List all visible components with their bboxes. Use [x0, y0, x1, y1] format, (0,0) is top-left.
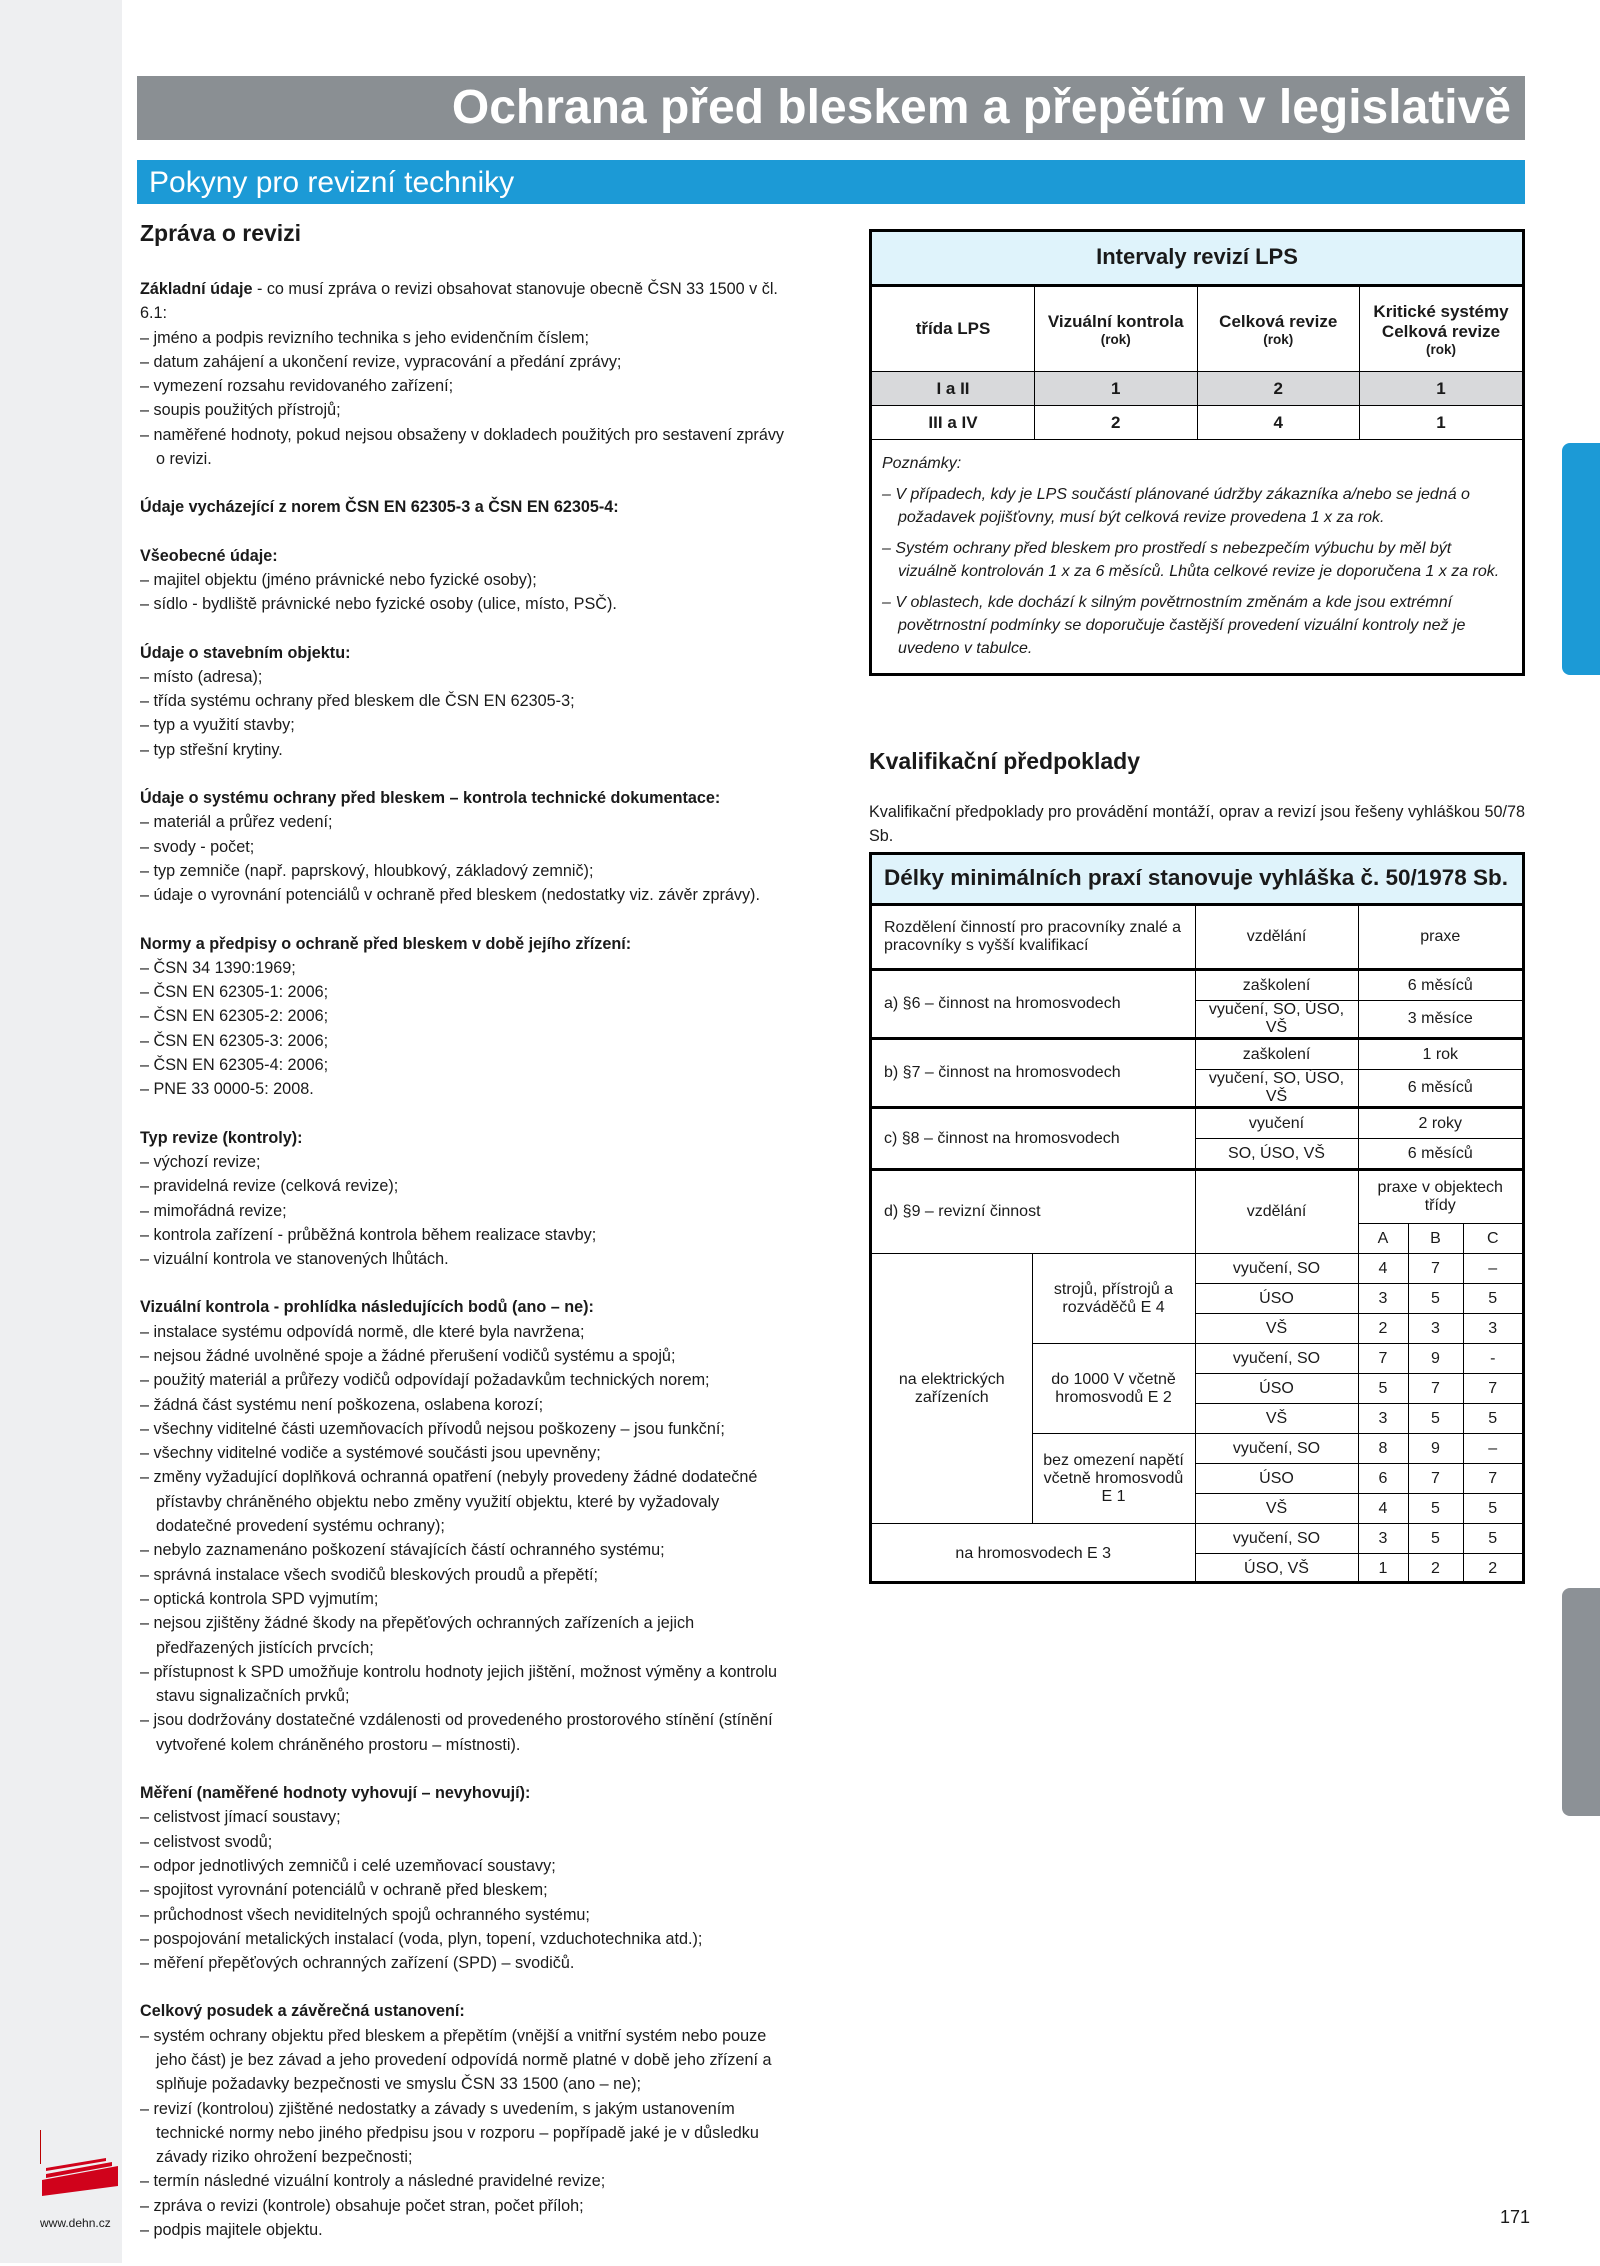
- table-row: [872, 970, 1522, 1001]
- table-cell: 4: [1197, 406, 1360, 440]
- table-cell: ÚSO: [1195, 1374, 1358, 1404]
- list-item: – soupis použitých přístrojů;: [140, 401, 341, 420]
- list-item: – nejsou žádné uvolněné spoje a žádné přerušení vodičů systému a spojů;: [140, 1346, 676, 1365]
- table-row: [872, 1108, 1522, 1139]
- table-cell: 4: [1358, 1494, 1408, 1524]
- table-cell: 1 rok: [1358, 1039, 1522, 1070]
- practice-header: praxe: [1358, 906, 1522, 970]
- list-item: – majitel objektu (jméno právnické nebo fyzické osoby);: [140, 570, 537, 589]
- table-cell: vyučení, SO: [1195, 1524, 1358, 1554]
- dehn-logo: [40, 2130, 120, 2210]
- report-section: [140, 1126, 795, 1272]
- section-heading: Typ revize (kontroly):: [140, 1128, 303, 1147]
- header-cell: Vizuální kontrola (rok): [1035, 287, 1198, 372]
- section-heading: Základní údaje - co musí zpráva o revizi obsahovat stanovuje obecně ČSN 33 1500 v čl. 6.1:: [140, 280, 778, 323]
- table-cell: 1: [1360, 372, 1523, 406]
- page-title: Ochrana před bleskem a přepětím v legislativě: [451, 81, 1511, 134]
- practice-title: Délky minimálních praxí stanovuje vyhláška č. 50/1978 Sb.: [872, 855, 1522, 906]
- table-cell: 7: [1463, 1374, 1522, 1404]
- report-heading: Zpráva o revizi: [140, 220, 302, 246]
- table-cell: 3: [1358, 1404, 1408, 1434]
- list-item: – PNE 33 0000-5: 2008.: [140, 1080, 314, 1099]
- table-cell: ÚSO, VŠ: [1195, 1554, 1358, 1584]
- list-item: – podpis majitele objektu.: [140, 2221, 323, 2240]
- table-cell: ÚSO: [1195, 1464, 1358, 1494]
- list-item: – použitý materiál a průřezy vodičů odpovídají požadavkům technických norem;: [140, 1371, 710, 1390]
- table-cell: VŠ: [1195, 1314, 1358, 1344]
- intervals-notes: [872, 440, 1522, 660]
- edu-header: vzdělání: [1195, 1170, 1358, 1254]
- list-item: – celistvost svodů;: [140, 1832, 273, 1851]
- table-cell: 2: [1408, 1554, 1463, 1584]
- list-item: – odpor jednotlivých zemničů i celé uzemňovací soustavy;: [140, 1856, 556, 1875]
- list-item: – pravidelná revize (celková revize);: [140, 1177, 399, 1196]
- intervals-table: [872, 287, 1522, 440]
- list-item: – datum zahájení a ukončení revize, vypracování a předání zprávy;: [140, 352, 622, 371]
- table-cell: SO, ÚSO, VŠ: [1195, 1139, 1358, 1170]
- table-cell: 3: [1358, 1524, 1408, 1554]
- table-row: [872, 1254, 1522, 1284]
- class-header: A: [1358, 1224, 1408, 1254]
- table-cell: ÚSO: [1195, 1284, 1358, 1314]
- list-item: – instalace systému odpovídá normě, dle které byla navržena;: [140, 1322, 585, 1341]
- list-item: – průchodnost všech neviditelných spojů ochranného systému;: [140, 1905, 590, 1924]
- section-heading: Normy a předpisy o ochraně před bleskem v době jejího zřízení:: [140, 934, 632, 953]
- list-item: – přístupnost k SPD umožňuje kontrolu hodnoty jejich jištění, možnost výměny a kontrolu stavu signalizačních prvků;: [140, 1662, 778, 1706]
- table-cell: 5: [1463, 1284, 1522, 1314]
- class-header: B: [1408, 1224, 1463, 1254]
- activity-label: c) §8 – činnost na hromosvodech: [872, 1108, 1195, 1170]
- table-cell: VŠ: [1195, 1494, 1358, 1524]
- table-cell: 1: [1035, 372, 1198, 406]
- table-cell: vyučení, SO: [1195, 1254, 1358, 1284]
- list-item: – třída systému ochrany před bleskem dle ČSN EN 62305-3;: [140, 692, 575, 711]
- table-cell: 6 měsíců: [1358, 1070, 1522, 1108]
- list-item: – spojitost vyrovnání potenciálů v ochraně před bleskem;: [140, 1881, 548, 1900]
- list-item: – typ a využití stavby;: [140, 716, 295, 735]
- lightning-label: na hromosvodech E 3: [872, 1524, 1195, 1584]
- report-section: [140, 1781, 795, 1975]
- report-section: [140, 544, 795, 617]
- table-cell: 2: [1463, 1554, 1522, 1584]
- table-cell: 5: [1408, 1494, 1463, 1524]
- note-item: – Systém ochrany před bleskem pro prostředí s nebezpečím výbuchu by měl být vizuálně kontrolován 1 x za 6 měsíců. Lhůta celkové revize je doporučena 1 x za rok.: [882, 540, 1500, 580]
- table-cell: 5: [1463, 1524, 1522, 1554]
- table-cell: 3: [1463, 1314, 1522, 1344]
- intervals-box: [869, 229, 1525, 676]
- table-cell: 9: [1408, 1434, 1463, 1464]
- list-item: – ČSN 34 1390:1969;: [140, 958, 296, 977]
- note-item: – V oblastech, kde dochází k silným povětrnostním změnám a kde jsou extrémní povětrnostní podmínky se doporučuje častější provedení vizuální kontroly než je uvedeno v tabulce.: [882, 594, 1466, 657]
- footer-website: www.dehn.cz: [40, 2216, 111, 2230]
- list-item: – ČSN EN 62305-2: 2006;: [140, 1007, 329, 1026]
- list-item: – typ zemniče (např. paprskový, hloubkový, základový zemnič);: [140, 861, 594, 880]
- table-cell: 2: [1197, 372, 1360, 406]
- activity-label: b) §7 – činnost na hromosvodech: [872, 1039, 1195, 1108]
- list-item: – údaje o vyrovnání potenciálů v ochraně před bleskem (nedostatky viz. závěr zprávy).: [140, 886, 760, 905]
- intervals-header-row: [872, 287, 1522, 372]
- title-bar: [137, 76, 1525, 140]
- report-section: [140, 932, 795, 1102]
- table-row: [872, 1170, 1522, 1224]
- table-cell: –: [1463, 1434, 1522, 1464]
- table-cell: 3: [1408, 1314, 1463, 1344]
- table-cell: 7: [1358, 1344, 1408, 1374]
- table-cell: -: [1463, 1344, 1522, 1374]
- table-cell: 1: [1360, 406, 1523, 440]
- list-item: – měření přepěťových ochranných zařízení (SPD) – svodičů.: [140, 1954, 575, 1973]
- page-number: 171: [1500, 2207, 1531, 2227]
- table-cell: 8: [1358, 1434, 1408, 1464]
- practice-class-header: praxe v objektech třídy: [1358, 1170, 1522, 1224]
- header-cell: Celková revize (rok): [1197, 287, 1360, 372]
- chapter-tab-grey: [1562, 1588, 1600, 1816]
- section-heading: Vizuální kontrola - prohlídka následujících bodů (ano – ne):: [140, 1298, 594, 1317]
- edu-header: vzdělání: [1195, 906, 1358, 970]
- list-item: – celistvost jímací soustavy;: [140, 1808, 341, 1827]
- list-item: – všechny viditelné části uzemňovacích přívodů nejsou poškozeny – jsou funkční;: [140, 1419, 725, 1438]
- list-item: – vizuální kontrola ve stanovených lhůtách.: [140, 1250, 449, 1269]
- header-cell: Kritické systémy Celková revize (rok): [1360, 287, 1523, 372]
- group-label: strojů, přístrojů a rozváděčů E 4: [1032, 1254, 1195, 1344]
- table-cell: 3 měsíce: [1358, 1001, 1522, 1039]
- report-sections: [140, 277, 795, 2242]
- report-section: [140, 1295, 795, 1757]
- intervals-title: Intervaly revizí LPS: [872, 232, 1522, 287]
- table-cell: 5: [1408, 1284, 1463, 1314]
- table-cell: vyučení, SO, ÚSO, VŠ: [1195, 1001, 1358, 1039]
- table-cell: 5: [1408, 1524, 1463, 1554]
- notes-title: Poznámky:: [882, 455, 962, 472]
- table-cell: 6 měsíců: [1358, 970, 1522, 1001]
- table-row: [872, 1524, 1522, 1554]
- table-cell: zaškolení: [1195, 970, 1358, 1001]
- section-heading: Údaje o stavebním objektu:: [140, 643, 351, 662]
- table-row: [872, 406, 1522, 440]
- list-item: – ČSN EN 62305-3: 2006;: [140, 1031, 329, 1050]
- electrical-label: na elektrických zařízeních: [872, 1254, 1032, 1524]
- list-item: – všechny viditelné vodiče a systémové součásti jsou upevněny;: [140, 1444, 601, 1463]
- header-cell: třída LPS: [872, 287, 1035, 372]
- list-item: – optická kontrola SPD vyjmutím;: [140, 1589, 379, 1608]
- class-header: C: [1463, 1224, 1522, 1254]
- table-cell: –: [1463, 1254, 1522, 1284]
- subtitle-bar: [137, 160, 1525, 204]
- list-item: – místo (adresa);: [140, 667, 263, 686]
- practice-box: [869, 852, 1525, 1584]
- list-item: – změny vyžadující doplňková ochranná opatření (nebyly provedeny žádné dodatečné přístavby chráněného objektu nebo změny využití objektu, které by vyžadovaly dodatečné provedení systému ochrany);: [140, 1468, 758, 1536]
- practice-table: [872, 906, 1522, 1584]
- section-heading: Měření (naměřené hodnoty vyhovují – nevyhovují):: [140, 1784, 531, 1803]
- list-item: – ČSN EN 62305-1: 2006;: [140, 983, 329, 1002]
- list-item: – revizí (kontrolou) zjištěné nedostatky a závady s uvedením, s jakým ustanovením technické normy nebo jiného předpisu jsou v rozporu – popřípadě jaké je v důsledku závady riziko ohrožení bezpečnosti;: [140, 2099, 759, 2167]
- qualification-heading: Kvalifikační předpoklady: [869, 748, 1140, 774]
- list-item: – nejsou zjištěny žádné škody na přepěťových ochranných zařízeních a jejich předřazených jistících prvcích;: [140, 1614, 695, 1657]
- chapter-tab-blue: [1562, 443, 1600, 675]
- table-cell: 6 měsíců: [1358, 1139, 1522, 1170]
- list-item: – výchozí revize;: [140, 1152, 261, 1171]
- list-item: – svody - počet;: [140, 837, 255, 856]
- list-item: – žádná část systému není poškozena, oslabena korozí;: [140, 1395, 544, 1414]
- activity-label: a) §6 – činnost na hromosvodech: [872, 970, 1195, 1039]
- table-cell: 5: [1463, 1404, 1522, 1434]
- report-section: [140, 641, 795, 762]
- page-subtitle: Pokyny pro revizní techniky: [149, 166, 515, 199]
- note-item: – V případech, kdy je LPS součástí plánované údržby zákazníka a/nebo se jedná o požadavek pojišťovny, musí být celková revize provedena 1 x za rok.: [882, 486, 1470, 526]
- table-cell: 5: [1463, 1494, 1522, 1524]
- table-row: [872, 372, 1522, 406]
- table-cell: zaškolení: [1195, 1039, 1358, 1070]
- list-item: – naměřené hodnoty, pokud nejsou obsaženy v dokladech použitých pro sestavení zprávy o revizi.: [140, 425, 785, 469]
- section-heading: Údaje o systému ochrany před bleskem – kontrola technické dokumentace:: [140, 789, 721, 808]
- report-section: [140, 277, 795, 471]
- section-heading: Celkový posudek a závěrečná ustanovení:: [140, 2002, 465, 2021]
- table-cell: vyučení, SO, ÚSO, VŠ: [1195, 1070, 1358, 1108]
- list-item: – systém ochrany objektu před bleskem a přepětím (vnější a vnitřní systém nebo pouze jeho část) je bez závad a jeho provedení odpovídá normě platné v době jeho zřízení a splňuje požadavky bezpečnosti ve smyslu ČSN 33 1500 (ano – ne);: [140, 2026, 772, 2094]
- list-item: – jméno a podpis revizního technika s jeho evidenčním číslem;: [140, 328, 589, 347]
- list-item: – správná instalace všech svodičů bleskových proudů a přepětí;: [140, 1565, 599, 1584]
- list-item: – termín následné vizuální kontroly a následné pravidelné revize;: [140, 2172, 606, 2191]
- table-cell: 2 roky: [1358, 1108, 1522, 1139]
- table-cell: I a II: [872, 372, 1035, 406]
- report-section: [140, 495, 795, 519]
- group-label: do 1000 V včetně hromosvodů E 2: [1032, 1344, 1195, 1434]
- table-cell: 7: [1463, 1464, 1522, 1494]
- section-heading: Údaje vycházející z norem ČSN EN 62305-3 a ČSN EN 62305-4:: [140, 498, 619, 517]
- list-item: – zpráva o revizi (kontrole) obsahuje počet stran, počet příloh;: [140, 2196, 584, 2215]
- list-item: – mimořádná revize;: [140, 1201, 287, 1220]
- table-cell: 7: [1408, 1464, 1463, 1494]
- list-item: – nebylo zaznamenáno poškození stávajících částí ochranného systému;: [140, 1541, 665, 1560]
- table-row: [872, 1039, 1522, 1070]
- list-item: – ČSN EN 62305-4: 2006;: [140, 1056, 329, 1075]
- table-cell: vyučení: [1195, 1108, 1358, 1139]
- table-cell: 5: [1408, 1404, 1463, 1434]
- list-item: – sídlo - bydliště právnické nebo fyzické osoby (ulice, místo, PSČ).: [140, 595, 617, 614]
- activity-label: d) §9 – revizní činnost: [872, 1170, 1195, 1254]
- table-cell: 5: [1358, 1374, 1408, 1404]
- table-cell: VŠ: [1195, 1404, 1358, 1434]
- table-cell: vyučení, SO: [1195, 1434, 1358, 1464]
- table-cell: 6: [1358, 1464, 1408, 1494]
- left-margin-band: [0, 0, 122, 2263]
- table-cell: III a IV: [872, 406, 1035, 440]
- activity-header: Rozdělení činností pro pracovníky znalé a pracovníky s vyšší kvalifikací: [872, 906, 1195, 970]
- report-section: [140, 1999, 795, 2242]
- list-item: – pospojování metalických instalací (voda, plyn, topení, vzduchotechnika atd.);: [140, 1929, 703, 1948]
- table-cell: 2: [1035, 406, 1198, 440]
- list-item: – materiál a průřez vedení;: [140, 813, 333, 832]
- table-row: [872, 906, 1522, 970]
- table-cell: 1: [1358, 1554, 1408, 1584]
- list-item: – kontrola zařízení - průběžná kontrola během realizace stavby;: [140, 1225, 597, 1244]
- qualification-text: Kvalifikační předpoklady pro provádění montáží, oprav a revizí jsou řešeny vyhláškou 50/78 Sb.: [869, 803, 1525, 845]
- list-item: – vymezení rozsahu revidovaného zařízení;: [140, 377, 454, 396]
- report-section: [140, 786, 795, 907]
- report-column: [140, 215, 795, 2266]
- table-cell: 3: [1358, 1284, 1408, 1314]
- table-cell: 4: [1358, 1254, 1408, 1284]
- section-heading: Všeobecné údaje:: [140, 546, 278, 565]
- table-cell: vyučení, SO: [1195, 1344, 1358, 1374]
- table-cell: 7: [1408, 1254, 1463, 1284]
- list-item: – jsou dodržovány dostatečné vzdálenosti od provedeného prostorového stínění (stínění vytvořené kolem chráněného prostoru – místnosti).: [140, 1711, 773, 1754]
- table-cell: 7: [1408, 1374, 1463, 1404]
- table-cell: 9: [1408, 1344, 1463, 1374]
- list-item: – typ střešní krytiny.: [140, 740, 283, 759]
- table-cell: 2: [1358, 1314, 1408, 1344]
- group-label: bez omezení napětí včetně hromosvodů E 1: [1032, 1434, 1195, 1524]
